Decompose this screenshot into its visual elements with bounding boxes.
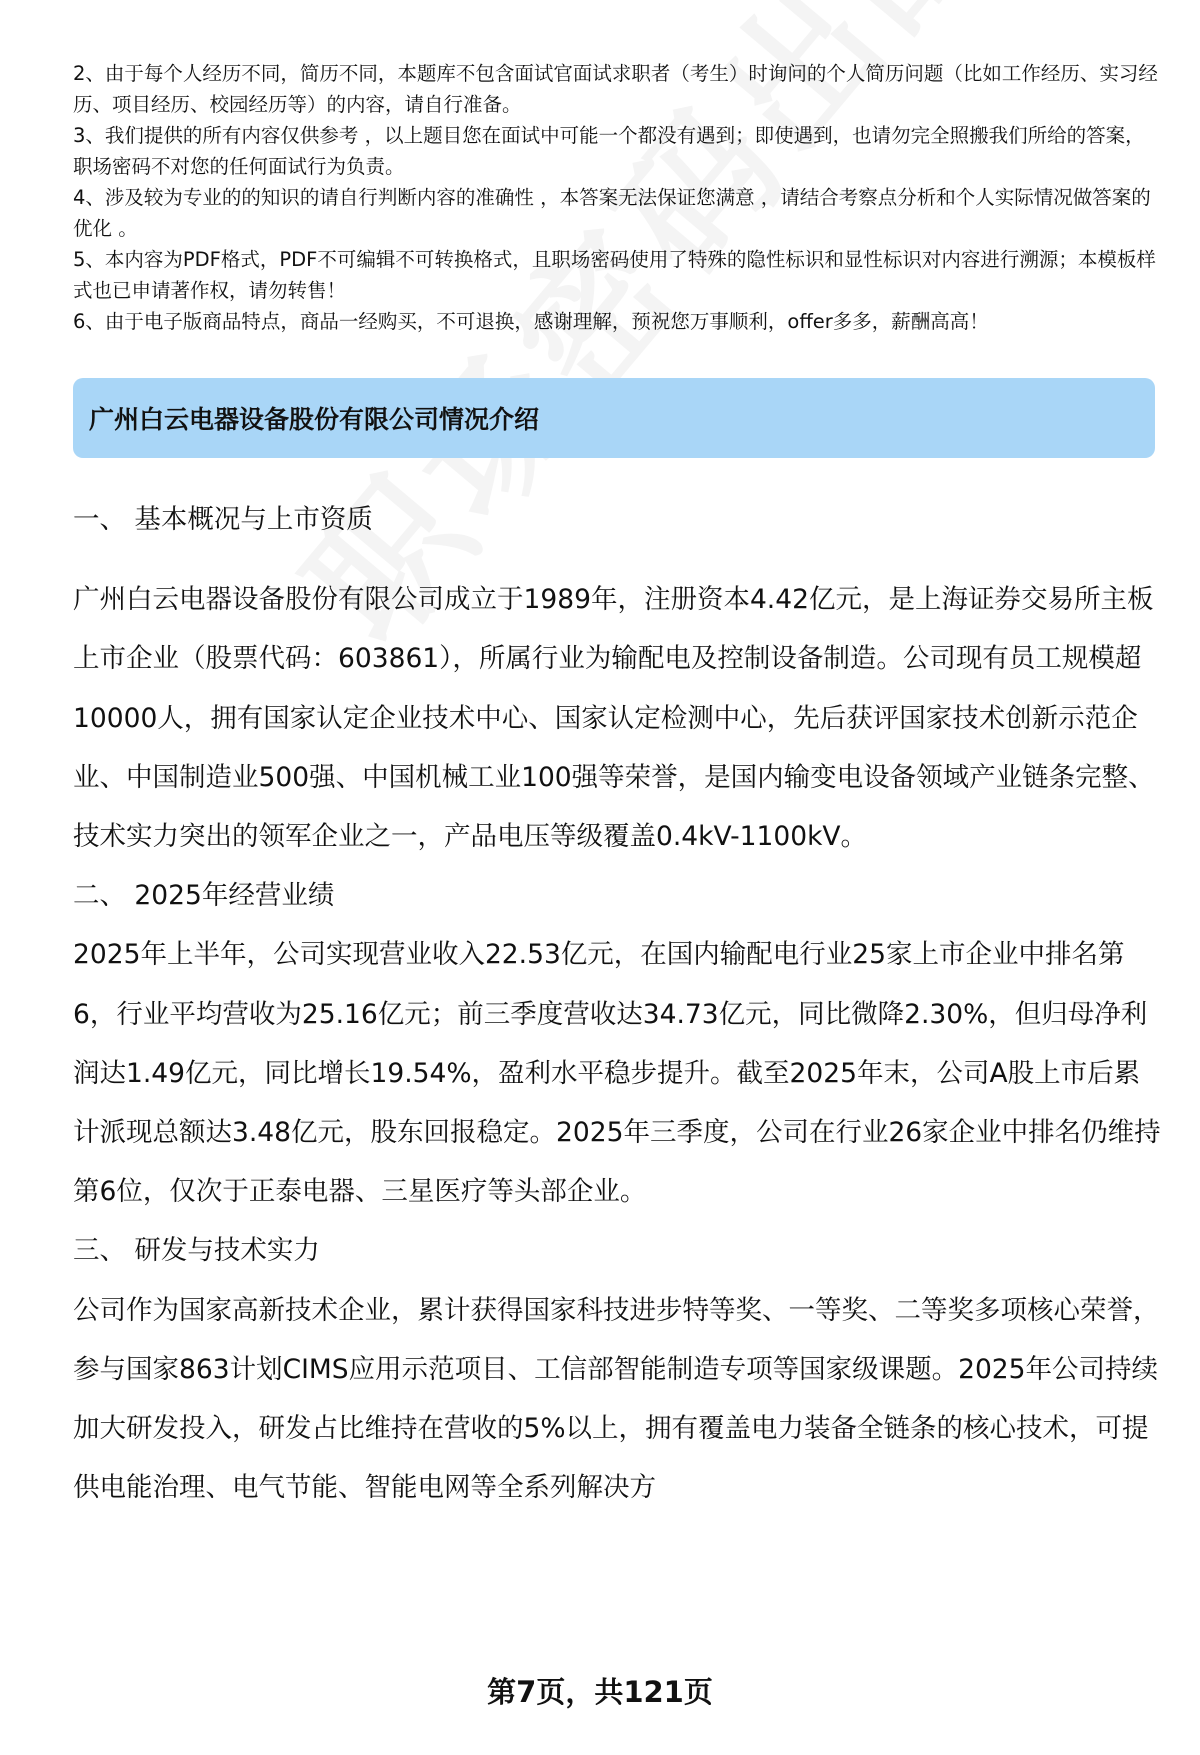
note-item: 2、由于每个人经历不同，简历不同，本题库不包含面试官面试求职者（考生）时询问的个人简历问题（比如工作经历、实习经历、项目经历、校园经历等）的内容，请自行准备。 bbox=[73, 62, 1158, 116]
page-number: 第7页，共121页 bbox=[487, 1675, 713, 1709]
section-banner-title: 广州白云电器设备股份有限公司情况介绍 bbox=[89, 405, 540, 434]
section-heading-rnd: 三、 研发与技术实力 bbox=[73, 1235, 320, 1267]
section-body-rnd: 公司作为国家高新技术企业，累计获得国家科技进步特等奖、一等奖、二等奖多项核心荣誉，参与国家863计划CIMS应用示范项目、工信部智能制造专项等国家级课题。2025年公司持续加大研发投入，研发占比维持在营收的5%以上，拥有覆盖电力装备全链条的核心技术，可提供电能治理、电气节能、智能电网等全系列解决方 bbox=[73, 1294, 1160, 1504]
section-body-overview: 广州白云电器设备股份有限公司成立于1989年，注册资本4.42亿元，是上海证券交易所主板上市企业（股票代码：603861），所属行业为输配电及控制设备制造。公司现有员工规模超10000人，拥有国家认定企业技术中心、国家认定检测中心，先后获评国家技术创新示范企业、中国制造业500强、中国机械工业100强等荣誉，是国内输变电设备领域产业链条完整、技术实力突出的领军企业之一，产品电压等级覆盖0.4kV-1100kV。 bbox=[73, 584, 1155, 853]
note-item: 5、本内容为PDF格式，PDF不可编辑不可转换格式，且职场密码使用了特殊的隐性标识和显性标识对内容进行溯源；本模板样式也已申请著作权，请勿转售！ bbox=[73, 248, 1156, 302]
company-introduction bbox=[73, 490, 1163, 1517]
note-item: 6、由于电子版商品特点，商品一经购买，不可退换，感谢理解，预祝您万事顺利，offer多多，薪酬高高！ bbox=[73, 310, 989, 333]
note-item: 4、涉及较为专业的的知识的请自行判断内容的准确性 ，本答案无法保证您满意 ，请结合考察点分析和个人实际情况做答案的优化 。 bbox=[73, 186, 1151, 240]
note-item: 3、我们提供的所有内容仅供参考 ，以上题目您在面试中可能一个都没有遇到；即使遇到，也请勿完全照搬我们所给的答案，职场密码不对您的任何面试行为负责。 bbox=[73, 124, 1145, 178]
section-heading-overview: 一、 基本概况与上市资质 bbox=[73, 504, 373, 535]
section-body-performance: 2025年上半年，公司实现营业收入22.53亿元，在国内输配电行业25家上市企业中排名第6，行业平均营收为25.16亿元；前三季度营收达34.73亿元，同比微降2.30%，但归母净利润达1.49亿元，同比增长19.54%，盈利水平稳步提升。截至2025年末，公司A股上市后累计派现总额达3.48亿元，股东回报稳定。2025年三季度，公司在行业26家企业中排名仍维持第6位，仅次于正泰电器、三星医疗等头部企业。 bbox=[73, 939, 1161, 1208]
section-banner bbox=[73, 378, 1155, 458]
section-heading-performance: 二、 2025年经营业绩 bbox=[73, 880, 335, 912]
disclaimer-notes bbox=[73, 58, 1158, 337]
